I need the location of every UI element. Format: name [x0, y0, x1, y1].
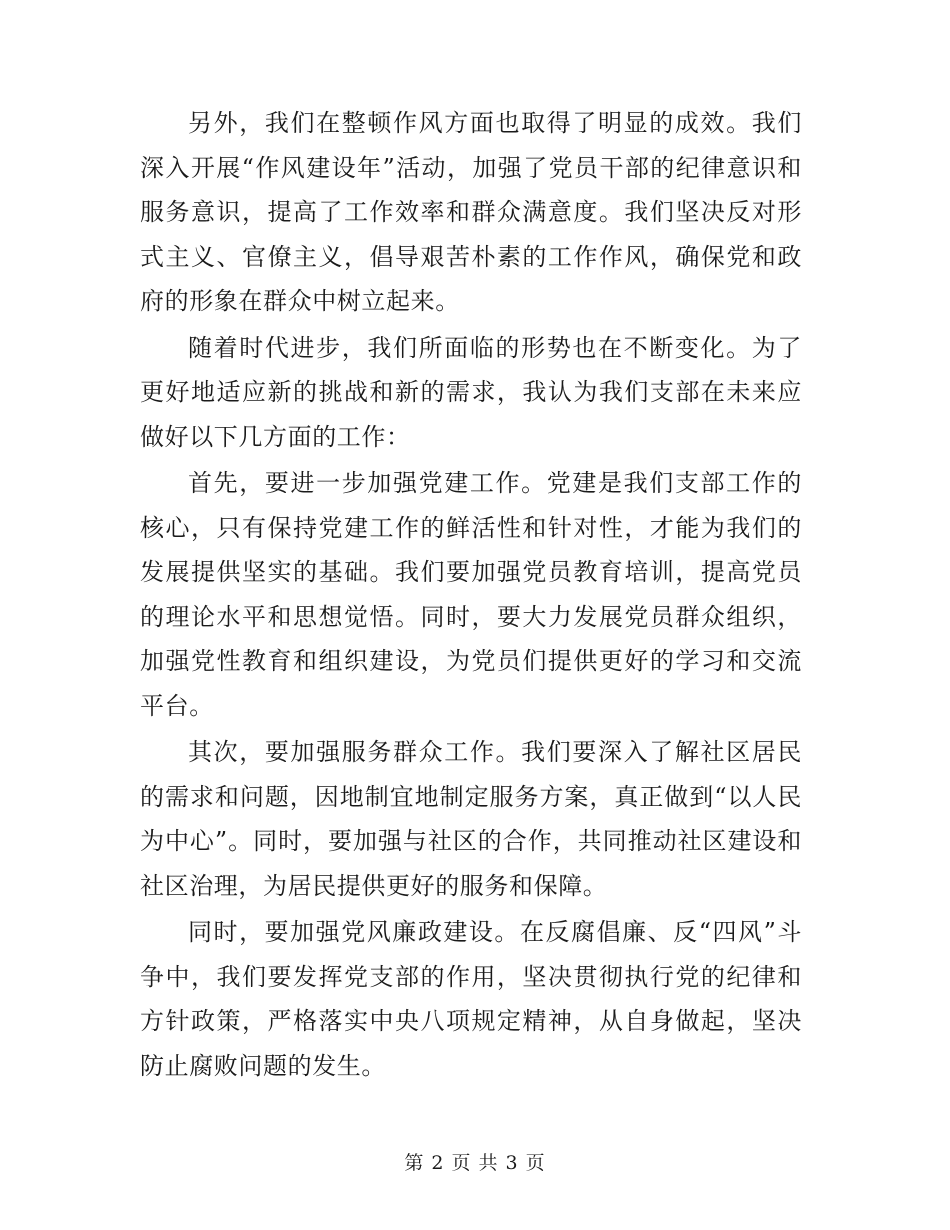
paragraph-new-situation: 随着时代进步，我们所面临的形势也在不断变化。为了更好地适应新的挑战和新的需求，我认为我们支部在未来应做好以下几方面的工作：	[140, 333, 802, 451]
paragraph-style-rectification: 另外，我们在整顿作风方面也取得了明显的成效。我们深入开展“作风建设年”活动，加强了党员干部的纪律意识和服务意识，提高了工作效率和群众满意度。我们坚决反对形式主义、官僚主义，倡导艰苦朴素的工作作风，确保党和政府的形象在群众中树立起来。	[140, 109, 802, 315]
paragraph-party-building: 首先，要进一步加强党建工作。党建是我们支部工作的核心，只有保持党建工作的鲜活性和针对性，才能为我们的发展提供坚实的基础。我们要加强党员教育培训，提高党员的理论水平和思想觉悟。同时，要大力发展党员群众组织，加强党性教育和组织建设，为党员们提供更好的学习和交流平台。	[140, 469, 802, 720]
document-body	[140, 101, 802, 1090]
paragraph-serving-masses: 其次，要加强服务群众工作。我们要深入了解社区居民的需求和问题，因地制宜地制定服务方案，真正做到“以人民为中心”。同时，要加强与社区的合作，共同推动社区建设和社区治理，为居民提供更好的服务和保障。	[140, 738, 802, 900]
paragraph-clean-governance: 同时，要加强党风廉政建设。在反腐倡廉、反“四风”斗争中，我们要发挥党支部的作用，坚决贯彻执行党的纪律和方针政策，严格落实中央八项规定精神，从自身做起，坚决防止腐败问题的发生。	[140, 918, 802, 1080]
page-number-footer: 第 2 页 共 3 页	[404, 1152, 546, 1174]
